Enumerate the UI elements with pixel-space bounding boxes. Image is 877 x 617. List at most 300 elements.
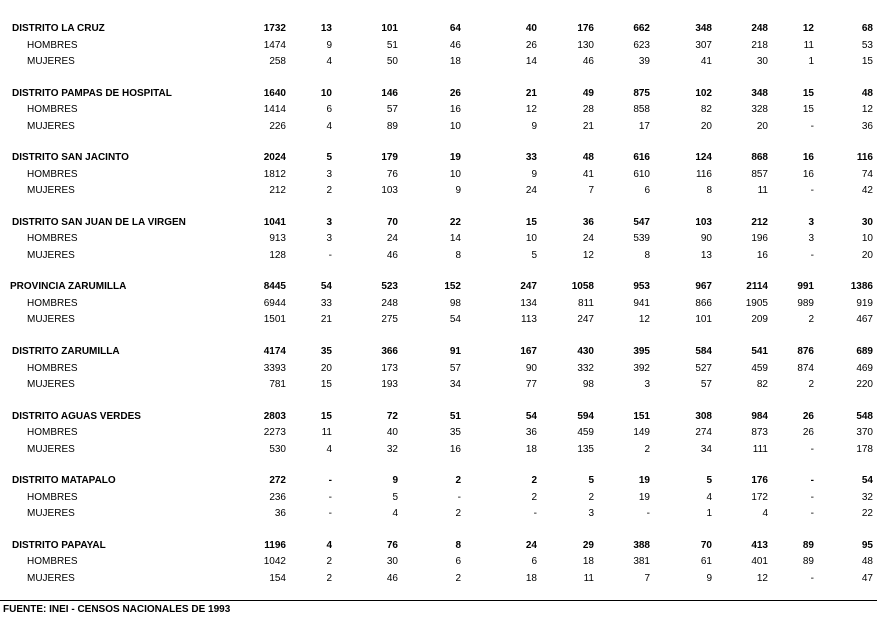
row-label: HOMBRES	[27, 362, 78, 374]
table-cell: 35	[449, 427, 461, 439]
table-cell: 967	[695, 281, 712, 293]
table-cell: 15	[525, 216, 537, 228]
table-cell: 57	[700, 379, 712, 390]
table-cell: 1196	[264, 539, 286, 551]
table-cell: 54	[449, 314, 461, 326]
table-cell: 16	[449, 443, 461, 455]
table-cell: 857	[751, 168, 768, 180]
table-cell: 64	[449, 23, 461, 34]
table-cell: 4	[762, 508, 768, 520]
table-cell: -	[810, 443, 814, 455]
table-cell: 47	[861, 572, 873, 584]
row-label: HOMBRES	[27, 491, 78, 503]
table-cell: -	[810, 120, 814, 132]
table-cell: 40	[386, 427, 398, 439]
table-cell: 36	[525, 427, 537, 439]
table-cell: 15	[802, 87, 814, 99]
table-cell: 392	[633, 362, 650, 374]
table-cell: 48	[861, 87, 873, 99]
hombres-row	[0, 555, 877, 569]
table-cell: 18	[525, 572, 537, 584]
table-cell: 1042	[263, 556, 286, 568]
table-cell: 8	[455, 249, 461, 261]
table-cell: 1041	[263, 216, 286, 228]
row-label: MUJERES	[27, 314, 75, 326]
row-label: HOMBRES	[27, 556, 78, 568]
table-cell: 3393	[263, 362, 286, 374]
table-cell: 77	[525, 379, 537, 390]
district-total-row	[0, 280, 877, 294]
table-cell: 4	[326, 539, 332, 551]
table-cell: 875	[633, 87, 650, 99]
table-cell: 101	[381, 23, 398, 34]
table-cell: 54	[320, 281, 332, 293]
hombres-row	[0, 426, 877, 440]
table-cell: 984	[751, 410, 768, 422]
hombres-row	[0, 39, 877, 53]
table-cell: 113	[521, 314, 537, 326]
row-label: MUJERES	[27, 508, 75, 520]
table-cell: 36	[274, 508, 286, 520]
district-group	[0, 65, 877, 130]
table-cell: 811	[578, 297, 594, 309]
table-cell: 1386	[850, 281, 873, 293]
table-cell: 35	[320, 346, 332, 357]
table-cell: 32	[861, 491, 873, 503]
table-cell: 6	[644, 185, 650, 197]
table-cell: 101	[695, 314, 712, 326]
table-cell: 89	[802, 539, 814, 551]
table-cell: 19	[449, 152, 461, 164]
district-total-row	[0, 345, 877, 359]
table-cell: 10	[449, 120, 461, 132]
table-cell: 70	[386, 216, 398, 228]
table-cell: 57	[449, 362, 461, 374]
table-cell: 149	[633, 427, 650, 439]
table-cell: 24	[525, 185, 537, 197]
table-cell: 20	[861, 249, 873, 261]
table-cell: 9	[531, 168, 537, 180]
table-cell: 11	[321, 427, 332, 439]
table-cell: 18	[582, 556, 594, 568]
table-cell: 1	[808, 56, 814, 67]
table-cell: 459	[751, 362, 768, 374]
table-cell: 2	[531, 491, 537, 503]
table-cell: 134	[520, 297, 537, 309]
table-cell: 1474	[263, 39, 286, 51]
table-cell: 467	[856, 314, 873, 326]
table-cell: 469	[856, 362, 873, 374]
table-cell: 247	[520, 281, 537, 293]
hombres-row	[0, 362, 877, 376]
footer-divider	[0, 600, 877, 601]
table-cell: 3	[644, 379, 650, 390]
table-cell: 866	[695, 297, 712, 309]
table-cell: 919	[856, 297, 873, 309]
table-cell: 26	[802, 427, 814, 439]
table-cell: 272	[269, 475, 286, 487]
table-cell: -	[810, 475, 814, 487]
table-cell: 36	[582, 216, 594, 228]
table-cell: 29	[582, 539, 594, 551]
table-cell: 4	[326, 56, 332, 67]
table-cell: 130	[577, 39, 594, 51]
table-cell: 328	[751, 104, 768, 116]
table-cell: 913	[269, 233, 286, 245]
table-cell: 8445	[263, 281, 286, 293]
table-cell: 13	[700, 249, 712, 261]
table-cell: 89	[802, 556, 814, 568]
row-label: HOMBRES	[27, 39, 78, 51]
table-cell: 2	[531, 475, 537, 487]
row-label: DISTRITO AGUAS VERDES	[12, 410, 141, 422]
table-cell: 547	[633, 216, 650, 228]
table-cell: 103	[381, 185, 398, 197]
table-cell: 348	[751, 87, 768, 99]
district-total-row	[0, 539, 877, 553]
table-cell: -	[328, 475, 332, 487]
table-cell: 167	[520, 346, 537, 357]
table-cell: 12	[525, 104, 537, 116]
table-cell: 89	[386, 120, 398, 132]
table-cell: 21	[582, 120, 594, 132]
table-cell: 51	[386, 39, 398, 51]
table-cell: -	[810, 572, 814, 584]
table-cell: 15	[320, 379, 332, 390]
district-group	[0, 0, 877, 65]
table-cell: 9	[706, 572, 712, 584]
table-cell: 41	[582, 168, 594, 180]
table-cell: 22	[861, 508, 873, 520]
table-cell: 9	[455, 185, 461, 197]
row-label: DISTRITO PAMPAS DE HOSPITAL	[12, 87, 172, 99]
row-label: MUJERES	[27, 185, 75, 197]
table-cell: 6	[531, 556, 537, 568]
table-cell: 15	[802, 104, 814, 116]
table-cell: 2114	[746, 281, 768, 293]
table-cell: 868	[751, 152, 768, 164]
district-group	[0, 129, 877, 197]
table-cell: 689	[856, 346, 873, 357]
table-cell: 527	[695, 362, 712, 374]
table-cell: 1501	[263, 314, 286, 326]
district-group	[0, 258, 877, 326]
hombres-row	[0, 297, 877, 311]
table-cell: 46	[582, 56, 594, 67]
table-cell: -	[810, 491, 814, 503]
table-cell: 9	[392, 475, 398, 487]
table-cell: -	[810, 249, 814, 261]
table-cell: 49	[582, 87, 594, 99]
table-cell: 4174	[263, 346, 286, 357]
table-cell: 90	[700, 233, 712, 245]
table-cell: 26	[525, 39, 537, 51]
table-cell: 28	[582, 104, 594, 116]
table-cell: 12	[582, 249, 594, 261]
table-cell: 248	[751, 23, 768, 34]
table-cell: 1812	[263, 168, 286, 180]
table-cell: 5	[392, 491, 398, 503]
table-cell: 5	[531, 249, 537, 261]
table-cell: 54	[861, 475, 873, 487]
table-cell: 2	[455, 508, 461, 520]
hombres-row	[0, 491, 877, 505]
table-cell: 3	[588, 508, 594, 520]
table-cell: 2	[588, 491, 594, 503]
table-cell: 70	[700, 539, 712, 551]
row-label: HOMBRES	[27, 104, 78, 116]
row-label: PROVINCIA ZARUMILLA	[10, 281, 127, 293]
table-cell: 226	[269, 120, 286, 132]
table-cell: 116	[696, 168, 712, 180]
table-cell: 5	[588, 475, 594, 487]
table-cell: 858	[633, 104, 650, 116]
district-total-row	[0, 410, 877, 424]
table-cell: 308	[695, 410, 712, 422]
table-cell: 220	[856, 379, 873, 390]
table-cell: 6	[326, 104, 332, 116]
table-cell: 459	[577, 427, 594, 439]
table-cell: 26	[802, 410, 814, 422]
table-cell: 50	[386, 56, 398, 67]
table-cell: 151	[633, 410, 650, 422]
table-cell: 1905	[745, 297, 768, 309]
table-cell: 2273	[263, 427, 286, 439]
table-cell: 8	[644, 249, 650, 261]
table-cell: 4	[706, 491, 712, 503]
table-cell: 12	[861, 104, 873, 116]
table-cell: 548	[856, 410, 873, 422]
table-cell: 11	[757, 185, 768, 197]
row-label: DISTRITO ZARUMILLA	[12, 346, 120, 357]
table-cell: 176	[577, 23, 594, 34]
district-total-row	[0, 216, 877, 230]
table-cell: -	[810, 508, 814, 520]
table-cell: 541	[751, 346, 768, 357]
table-cell: 781	[269, 379, 286, 390]
table-cell: 90	[525, 362, 537, 374]
table-cell: 72	[386, 410, 398, 422]
table-cell: 33	[320, 297, 332, 309]
table-cell: 2	[455, 475, 461, 487]
table-cell: 10	[525, 233, 537, 245]
table-cell: 30	[861, 216, 873, 228]
table-cell: 146	[381, 87, 398, 99]
row-label: DISTRITO SAN JACINTO	[12, 152, 129, 164]
table-cell: 616	[633, 152, 650, 164]
table-cell: 4	[326, 443, 332, 455]
table-cell: 22	[449, 216, 461, 228]
table-cell: 248	[381, 297, 398, 309]
row-label: DISTRITO MATAPALO	[12, 475, 116, 487]
table-cell: 14	[525, 56, 537, 67]
table-cell: 179	[381, 152, 398, 164]
table-cell: 102	[695, 87, 712, 99]
table-cell: 42	[861, 185, 873, 197]
table-cell: 24	[525, 539, 537, 551]
table-cell: 12	[638, 314, 650, 326]
table-cell: 876	[797, 346, 814, 357]
table-cell: 9	[326, 39, 332, 51]
table-cell: 178	[856, 443, 873, 455]
table-cell: 32	[386, 443, 398, 455]
table-cell: 82	[700, 104, 712, 116]
table-cell: 989	[797, 297, 814, 309]
table-cell: 48	[582, 152, 594, 164]
table-cell: 662	[633, 23, 650, 34]
table-cell: 332	[577, 362, 594, 374]
table-cell: -	[328, 491, 332, 503]
table-cell: 348	[695, 23, 712, 34]
table-cell: 610	[633, 168, 650, 180]
table-cell: 173	[381, 362, 398, 374]
table-cell: 530	[269, 443, 286, 455]
table-cell: 135	[577, 443, 594, 455]
table-cell: 1640	[263, 87, 286, 99]
table-cell: 57	[386, 104, 398, 116]
table-cell: 5	[706, 475, 712, 487]
table-cell: 1414	[263, 104, 286, 116]
table-cell: 4	[392, 508, 398, 520]
district-group	[0, 388, 877, 453]
table-cell: -	[328, 508, 332, 520]
table-cell: 873	[751, 427, 768, 439]
table-cell: 16	[449, 104, 461, 116]
table-cell: 623	[633, 39, 650, 51]
table-cell: 82	[756, 379, 768, 390]
table-cell: 196	[751, 233, 768, 245]
table-cell: 98	[449, 297, 461, 309]
table-cell: 2	[326, 185, 332, 197]
district-total-row	[0, 151, 877, 165]
table-cell: 11	[803, 39, 814, 51]
table-cell: 15	[861, 56, 873, 67]
table-cell: 111	[752, 443, 768, 455]
table-cell: 370	[856, 427, 873, 439]
table-cell: 8	[455, 539, 461, 551]
table-cell: 11	[583, 572, 594, 584]
table-cell: 95	[861, 539, 873, 551]
table-cell: 212	[751, 216, 768, 228]
district-group	[0, 517, 877, 582]
table-cell: 74	[861, 168, 873, 180]
district-group	[0, 194, 877, 259]
table-cell: 68	[861, 23, 873, 34]
table-cell: 3	[326, 216, 332, 228]
table-cell: -	[328, 249, 332, 261]
table-cell: 18	[525, 443, 537, 455]
row-label: DISTRITO SAN JUAN DE LA VIRGEN	[12, 216, 186, 228]
table-cell: -	[457, 491, 461, 503]
table-cell: 941	[633, 297, 650, 309]
table-cell: 2	[326, 572, 332, 584]
table-cell: 539	[633, 233, 650, 245]
table-cell: 24	[582, 233, 594, 245]
table-cell: 594	[577, 410, 594, 422]
row-label: DISTRITO LA CRUZ	[12, 23, 105, 34]
table-cell: 46	[449, 39, 461, 51]
table-cell: 2	[455, 572, 461, 584]
table-cell: 2	[326, 556, 332, 568]
table-cell: 258	[269, 56, 286, 67]
table-cell: 523	[381, 281, 398, 293]
table-cell: 2	[644, 443, 650, 455]
district-total-row	[0, 87, 877, 101]
table-cell: -	[810, 185, 814, 197]
table-cell: 953	[633, 281, 650, 293]
row-label: HOMBRES	[27, 297, 78, 309]
table-cell: 16	[802, 168, 814, 180]
table-cell: 991	[797, 281, 814, 293]
table-cell: 6	[455, 556, 461, 568]
row-label: HOMBRES	[27, 168, 78, 180]
row-label: MUJERES	[27, 120, 75, 132]
table-cell: 10	[449, 168, 461, 180]
row-label: HOMBRES	[27, 233, 78, 245]
hombres-row	[0, 103, 877, 117]
table-cell: 61	[700, 556, 712, 568]
row-label: MUJERES	[27, 572, 75, 584]
table-cell: 48	[861, 556, 873, 568]
table-cell: 20	[756, 120, 768, 132]
table-cell: 34	[449, 379, 461, 390]
table-cell: 1058	[571, 281, 594, 293]
table-cell: 388	[633, 539, 650, 551]
table-cell: 366	[381, 346, 398, 357]
table-cell: 16	[756, 249, 768, 261]
district-group	[0, 323, 877, 388]
row-label: MUJERES	[27, 56, 75, 67]
table-cell: 16	[802, 152, 814, 164]
table-cell: 15	[320, 410, 332, 422]
table-cell: 8	[706, 185, 712, 197]
table-cell: 4	[326, 120, 332, 132]
table-cell: 24	[386, 233, 398, 245]
hombres-row	[0, 168, 877, 182]
table-cell: 46	[386, 572, 398, 584]
table-cell: 14	[449, 233, 461, 245]
table-cell: 2	[808, 379, 814, 390]
table-cell: 20	[700, 120, 712, 132]
table-cell: 176	[751, 475, 768, 487]
table-cell: 116	[856, 152, 873, 164]
table-cell: 21	[525, 87, 537, 99]
table-cell: 3	[326, 168, 332, 180]
table-cell: 41	[700, 56, 712, 67]
table-cell: 98	[582, 379, 594, 390]
table-cell: 20	[320, 362, 332, 374]
table-cell: 1732	[263, 23, 286, 34]
table-cell: 21	[320, 314, 332, 326]
table-cell: 53	[861, 39, 873, 51]
table-cell: 584	[695, 346, 712, 357]
table-cell: 46	[386, 249, 398, 261]
table-cell: 5	[326, 152, 332, 164]
table-cell: 39	[638, 56, 650, 67]
table-cell: 2	[808, 314, 814, 326]
table-cell: 236	[269, 491, 286, 503]
table-cell: 307	[695, 39, 712, 51]
district-total-row	[0, 474, 877, 488]
table-cell: 103	[695, 216, 712, 228]
table-cell: -	[646, 508, 650, 520]
table-cell: 12	[802, 23, 814, 34]
table-cell: 413	[751, 539, 768, 551]
table-cell: 430	[577, 346, 594, 357]
table-cell: 124	[695, 152, 712, 164]
table-cell: 10	[861, 233, 873, 245]
table-cell: 247	[577, 314, 594, 326]
